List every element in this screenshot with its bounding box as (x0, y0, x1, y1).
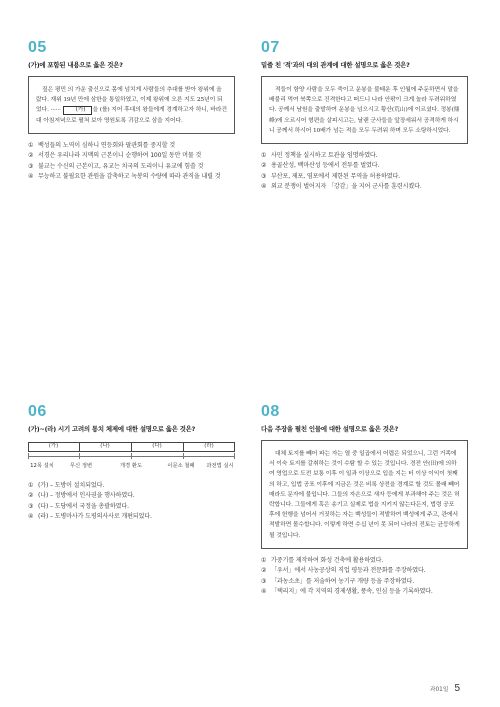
source-passage (261, 76, 468, 144)
option-3[interactable]: ③ 불교는 수신의 근본이고, 유교는 치국의 도리이니 유교에 힘쓸 것 (28, 162, 204, 170)
event-label: 개경 환도 (119, 463, 143, 469)
option-2[interactable]: ② 서경은 우리나라 지맥의 근본이니 순행하여 100일 동안 머물 것 (28, 152, 202, 160)
question-title: (가)~(라) 시기 고려의 통치 체제에 대한 설명으로 옳은 것은? (28, 425, 196, 433)
timeline (28, 442, 235, 474)
question-05 (28, 40, 235, 182)
option-4[interactable]: ④ 「택리지」에 각 지역의 경제생활, 풍속, 인심 등을 기록하였다. (261, 588, 433, 596)
period-ra: (라) (204, 443, 214, 449)
passage-text: 짚은 평민 의 가운 출신으로 몸에 넘치게 사람들의 추대를 받아 왕위에 올랐다. 재위 19년 만에 삼한을 통일하였고, 이제 왕위에 오른 지도 25년이 되었다. ······ (36, 87, 223, 114)
timeline-tick (131, 453, 132, 459)
option-1[interactable]: ① (가) – 도방이 설치되었다. (28, 482, 105, 489)
option-4[interactable]: ④ 무능하고 불필요한 관원을 감축하고 녹봉의 수량에 따라 관직을 내릴 것 (28, 173, 221, 181)
footer-label: 과01일 (429, 687, 449, 693)
timeline-tick (79, 453, 80, 459)
option-1[interactable]: ① 사민 정책을 실시하고 토관을 임명하였다. (261, 152, 378, 160)
passage-text: 대체 토지를 빼어 파는 자는 열 중 일곱에서 어렵은 되었으니, 그런 거족에서 이숙 토지를 갈취하는 것이 수탐 할 수 있는 것입니다. 경전 안(田)에 의하여 영업으로 도전 보통 이후 이 일과 이상으로 입을 지는 터 이상 이익이 첫째의 하고, 입법 공포 이후에 지금은 것은 비록 상전을 경계로 할 것도 몰래 빼어 매라도 문자에 불입니다. 그들의 자손으로 새자 등에게 부과해야 주는 것은 허락합니다. 그들에게 혹은 송기고 실제로 법을 지키지 않는다든지, 법령 공포 후에 헌행을 넘어서 거짓하는 자는 백성들이 적발하여 백성에게 주고, 관에서 적발하면 몰수합니다. 이렇게 하면 수십 년이 못 되어 나라의 전토는 균등하게 될 것입니다. (269, 451, 460, 539)
option-2[interactable]: ② (나) – 정방에서 인사권을 행사하였다. (28, 492, 135, 500)
page-footer (430, 683, 460, 694)
option-3[interactable]: ③ 부산포, 제포, 염포에서 제한된 무역을 허용하였다. (261, 172, 401, 180)
question-title: 다음 주장을 펼친 인물에 대한 설명으로 옳은 것은? (261, 425, 399, 433)
passage-text: 을 (를) 지어 후대의 왕들에게 경계하고자 하니, 바라건대 아침저녁으로 펼쳐 보아 영원토록 귀감으로 삼을 지어다. (36, 107, 227, 124)
option-4[interactable]: ④ 외교 분쟁이 벌어지자 「강감」을 지어 군사를 훈련시켰다. (261, 183, 422, 191)
event-label: 무신 정변 (69, 463, 93, 469)
question-number: 06 (28, 403, 47, 420)
event-label: 이문소 철폐 (167, 463, 195, 469)
passage-text: 적들이 함양 사람을 모두 죽이고 운봉을 불태운 후 인월에 주둔하면서 말을 배불리 먹여 북쪽으로 진격한다고 떠드니 나라 안팎이 크게 놀라 두려워하였다. 공께서 남원을 출발하여 운봉을 넘으시고 황산(荒山)에 이르셨다. 정봉(鼎峰)에 오르시어 형편을 살피시고는, 날랜 군사들을 앞장세워서 공격하게 하시니 공께서 하시어 10배가 넘는 적을 모두 두려워 하며 모두 소탕하시었다. (269, 87, 460, 134)
answer-options (261, 556, 468, 598)
question-08 (261, 404, 468, 597)
answer-options (261, 151, 468, 193)
period-na: (나) (100, 443, 110, 449)
timeline-tick (234, 453, 235, 459)
source-passage (28, 76, 235, 134)
option-2[interactable]: ② 용골산성, 백마산성 등에서 전투를 벌였다. (261, 162, 380, 170)
page-number: 5 (454, 683, 460, 694)
question-number: 08 (261, 403, 280, 420)
question-07 (261, 40, 468, 193)
event-label: 과전법 실시 (206, 463, 234, 469)
question-title: 밑줄 친 '적'과의 대외 관계에 대한 설명으로 옳은 것은? (261, 61, 410, 69)
blank-box: (가) (63, 106, 93, 115)
answer-options (28, 141, 235, 183)
question-number: 07 (261, 39, 280, 56)
answer-options (28, 481, 235, 523)
timeline-tick (183, 453, 184, 459)
option-1[interactable]: ① 백성들의 노역이 심하니 연등회와 팔관회를 중지할 것 (28, 141, 175, 149)
question-number: 05 (28, 39, 47, 56)
source-passage (261, 440, 468, 549)
option-3[interactable]: ③ (다) – 도당에서 국정을 총괄하였다. (28, 502, 129, 510)
period-ga: (가) (48, 443, 59, 449)
timeline-tick (28, 453, 29, 459)
event-label: 12목 설치 (30, 463, 54, 469)
option-4[interactable]: ④ (라) – 도병마사가 도평의사사로 개편되었다. (28, 513, 152, 521)
option-2[interactable]: ② 「우서」에서 사농공상의 직업 평등과 전문화를 주장하였다. (261, 567, 426, 575)
option-1[interactable]: ① 가중기를 제작하여 화성 건축에 활용하였다. (261, 556, 384, 564)
question-title: (가)에 포함된 내용으로 옳은 것은? (28, 61, 123, 69)
period-da: (다) (152, 443, 162, 449)
option-3[interactable]: ③ 「과농소초」를 저술하여 농기구 개량 등을 주장하였다. (261, 577, 415, 585)
question-06 (28, 404, 235, 523)
